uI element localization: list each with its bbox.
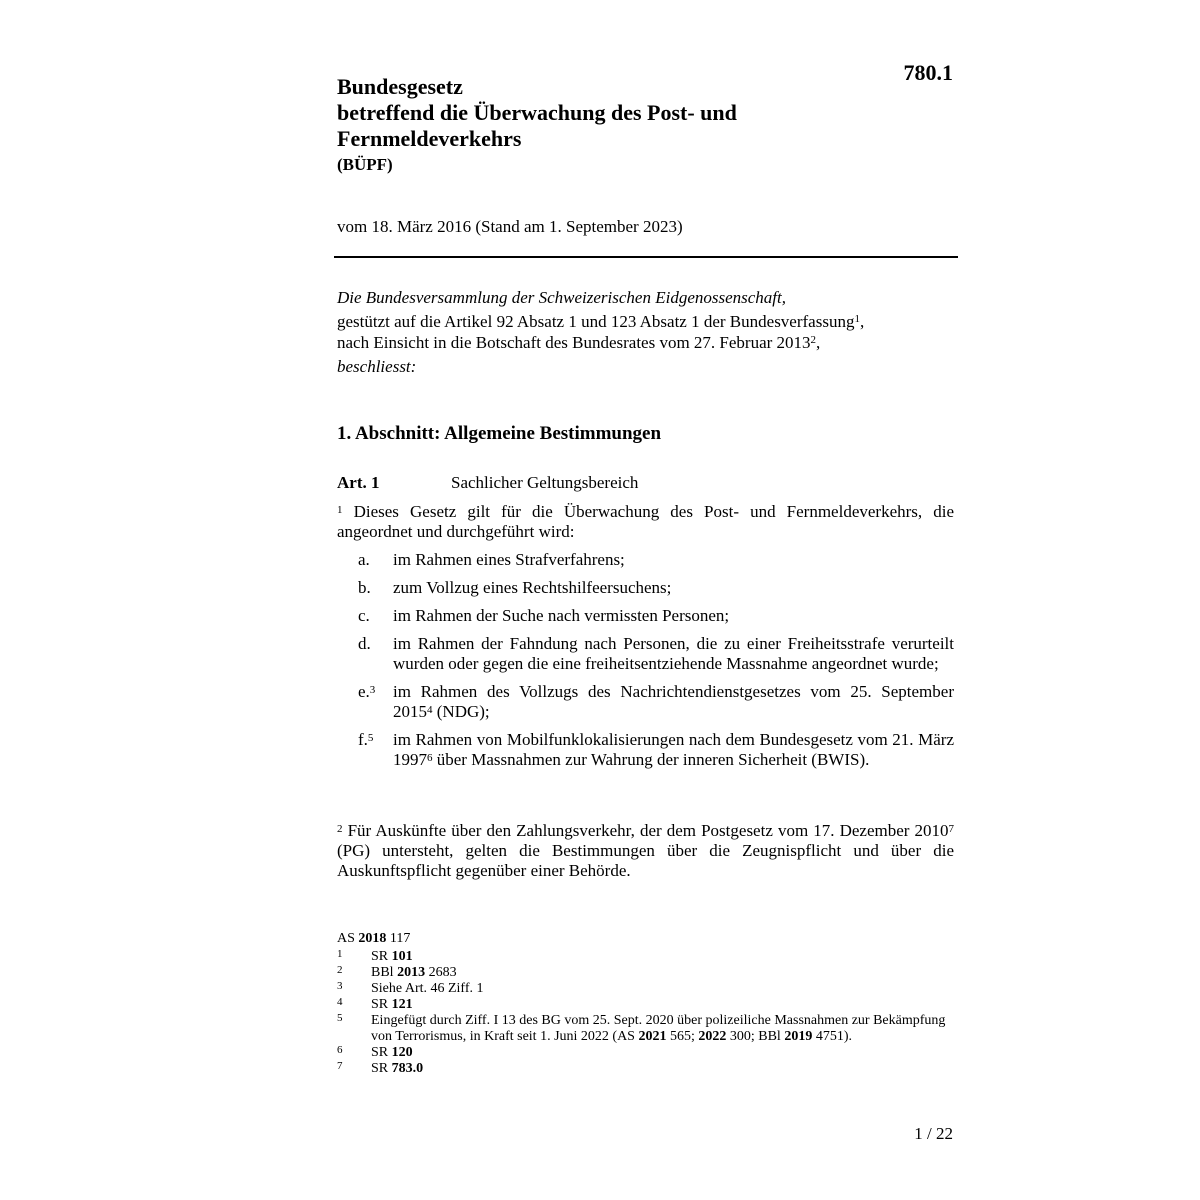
footnote-number: 2 [337,964,343,976]
footnote-number: 7 [337,1060,343,1072]
footnote-ref[interactable]: 3 [369,684,376,696]
section-heading: 1. Abschnitt: Allgemeine Bestimmungen [337,423,662,444]
footnote: 3 Siehe Art. 46 Ziff. 1 [337,980,484,996]
preamble-basis: gestützt auf die Artikel 92 Absatz 1 und 123 Absatz 1 der Bundesverfassung$^1$, [337,312,865,331]
paragraph-number: 1 [337,504,343,516]
title-line: betreffend die Überwachung des Post- und [337,100,737,125]
header-divider [334,256,958,258]
footnote: 2 BBl 2013 2683 [337,964,457,980]
footnote-ref[interactable]: 5 [367,732,374,744]
list-item: c. im Rahmen der Suche nach vermissten Personen; [358,606,730,625]
article-title: Sachlicher Geltungsbereich [451,473,639,492]
preamble-decides: beschliesst: [337,357,417,376]
date-line: vom 18. März 2016 (Stand am 1. September 2023) [337,217,683,236]
footnote-ref[interactable]: 2 [810,334,817,346]
list-item-label: d. [358,634,371,653]
preamble-assembly: Die Bundesversammlung der Schweizerischen Eidgenossenschaft, [337,288,786,307]
law-abbreviation: (BÜPF) [337,155,393,174]
list-item: f.$^5$ im Rahmen von Mobilfunklokalisierungen nach dem Bundesgesetz vom 21. März 1997$^6$ über Massnahmen zur Wahrung der inneren Sicherheit (BWIS). [358,730,954,769]
page-number: 1 / 22 [914,1124,953,1143]
list-item: e.$^3$ im Rahmen des Vollzugs des Nachrichtendienstgesetzes vom 25. September 2015$^4$ (NDG); [358,682,954,721]
law-title [337,74,737,152]
article-number: Art. 1 [337,473,380,492]
list-item: d. im Rahmen der Fahndung nach Personen, die zu einer Freiheitsstrafe verurteilt wurden oder gegen die eine freiheitsentziehende Massnahme angeordnet wurde; [358,634,954,673]
footnote-number: 1 [337,948,343,960]
footnote-number: 6 [337,1044,343,1056]
footnote: 1 SR 101 [337,948,413,964]
footnote-number: 4 [337,996,343,1008]
footnote-number: 3 [337,980,343,992]
footnote-number: 5 [337,1012,343,1024]
official-collection-ref: AS 2018 117 [337,931,411,946]
list-item: a. im Rahmen eines Strafverfahrens; [358,550,625,569]
footnote-ref[interactable]: 4 [427,704,433,716]
footnote-ref[interactable]: 1 [854,313,860,325]
sr-number: 780.1 [903,60,953,85]
article-item-list [337,550,954,778]
footnote-ref[interactable]: 6 [427,752,433,764]
footnote: 7 SR 783.0 [337,1060,424,1076]
footnote-ref[interactable]: 7 [948,823,954,835]
footnote: 5 Eingefügt durch Ziff. I 13 des BG vom 25. Sept. 2020 über polizeiliche Massnahmen zur Bekämpfung von Terrorismus, in Kraft seit 1. Juni 2022 (AS 2021 565; 2022 300; BBl 2019 4751). [337,1012,946,1044]
article-heading [337,473,957,493]
list-item-label: f.$^5$ [358,730,374,749]
article-paragraph-1: $^1$ Dieses Gesetz gilt für die Überwachung des Post- und Fernmeldeverkehrs, die angeordnet und durchgeführt wird: [337,502,955,541]
list-item-label: a. [358,550,370,569]
title-line: Bundesgesetz [337,74,463,99]
list-item-label: c. [358,606,370,625]
document-page [337,0,957,1200]
paragraph-number: 2 [337,823,343,835]
footnote: 4 SR 121 [337,996,413,1012]
footnote: 6 SR 120 [337,1044,413,1060]
article-paragraph-2: $^2$ Für Auskünfte über den Zahlungsverkehr, der dem Postgesetz vom 17. Dezember 2010$^7$ (PG) untersteht, gelten die Bestimmungen über die Zeugnispflicht und über die Auskunftspflicht gegenüber einer Behörde. [337,821,954,880]
list-item-label: e.$^3$ [358,682,376,701]
preamble-message: nach Einsicht in die Botschaft des Bundesrates vom 27. Februar 2013$^2$, [337,333,821,352]
preamble [337,287,957,377]
list-item-label: b. [358,578,371,597]
list-item: b. zum Vollzug eines Rechtshilfeersuchens; [358,578,672,597]
title-line: Fernmeldeverkehrs [337,126,522,151]
footnotes [337,931,957,1077]
